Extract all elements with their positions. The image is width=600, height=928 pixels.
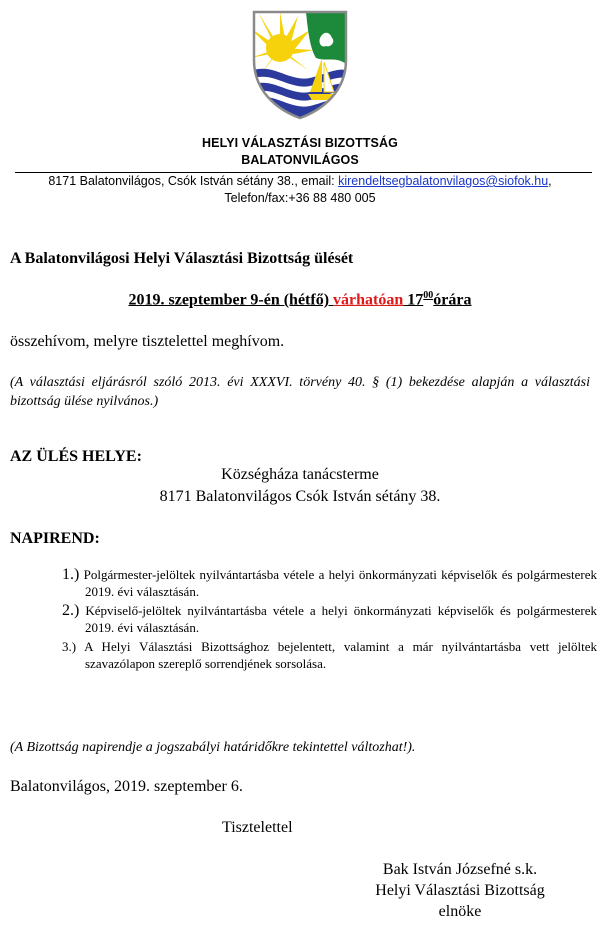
signer-role: elnöke bbox=[438, 903, 482, 920]
signer-organization: Helyi Választási Bizottság bbox=[375, 882, 545, 899]
expected-text: várhatóan bbox=[333, 291, 404, 309]
venue-line-2: 8171 Balatonvilágos Csók István sétány 38. bbox=[159, 488, 441, 505]
signer-name: Bak István Józsefné s.k. bbox=[382, 861, 538, 878]
agenda-text: Képviselő-jelöltek nyilvántartásba vétele a helyi önkormányzati képviselők és polgármesterek 2019. évi választásán. bbox=[85, 603, 598, 635]
agenda-number: 1.) bbox=[62, 566, 80, 583]
venue-line-1: Községháza tanácsterme bbox=[221, 466, 379, 483]
agenda-list bbox=[62, 567, 597, 675]
intro-text: A Balatonvilágosi Helyi Választási Bizottság ülését bbox=[10, 250, 354, 267]
hour-text: 17 bbox=[403, 291, 424, 309]
address-suffix: , bbox=[548, 174, 552, 188]
address-text: 8171 Balatonvilágos, Csók István sétány 38., email: bbox=[48, 174, 339, 188]
regards-text: Tisztelettel bbox=[222, 819, 293, 836]
agenda-item bbox=[62, 603, 597, 636]
date-text: 2019. szeptember 9-én (hétfő) bbox=[128, 291, 334, 309]
hour-suffix: órára bbox=[433, 291, 472, 309]
coat-of-arms-logo bbox=[250, 8, 350, 122]
committee-name: HELYI VÁLASZTÁSI BIZOTTSÁG bbox=[202, 136, 398, 150]
place-date: Balatonvilágos, 2019. szeptember 6. bbox=[10, 778, 243, 795]
agenda-text: A Helyi Választási Bizottsághoz bejelentett, valamint a már nyilvántartásba vett jelöltek szavazólapon szereplő sorrendjének sorsolása. bbox=[84, 639, 597, 671]
header-divider bbox=[15, 172, 592, 173]
town-name: BALATONVILÁGOS bbox=[241, 153, 359, 167]
legal-note: (A választási eljárásról szóló 2013. évi XXXVI. törvény 40. § (1) bekezdése alapján a választási bizottság ülése nyilvános.) bbox=[10, 375, 590, 409]
convene-text: összehívom, melyre tisztelettel meghívom. bbox=[10, 333, 285, 350]
email-link[interactable]: kirendeltsegbalatonvilagos@siofok.hu bbox=[338, 174, 549, 188]
address-line bbox=[0, 174, 600, 188]
meeting-date bbox=[0, 290, 600, 309]
agenda-item bbox=[62, 567, 597, 600]
agenda-number: 2.) bbox=[62, 602, 80, 619]
agenda-number: 3.) bbox=[62, 639, 77, 654]
phone-line: Telefon/fax:+36 88 480 005 bbox=[224, 191, 376, 205]
agenda-text: Polgármester-jelöltek nyilvántartásba vétele a helyi önkormányzati képviselők és polgármesterek 2019. évi választásán. bbox=[83, 567, 598, 599]
agenda-heading: NAPIREND: bbox=[10, 530, 100, 547]
change-note: (A Bizottság napirendje a jogszabályi határidőkre tekintettel változhat!). bbox=[10, 740, 416, 755]
minutes-text: 00 bbox=[423, 290, 434, 301]
agenda-item bbox=[62, 639, 597, 672]
venue-heading: AZ ÜLÉS HELYE: bbox=[10, 448, 142, 465]
